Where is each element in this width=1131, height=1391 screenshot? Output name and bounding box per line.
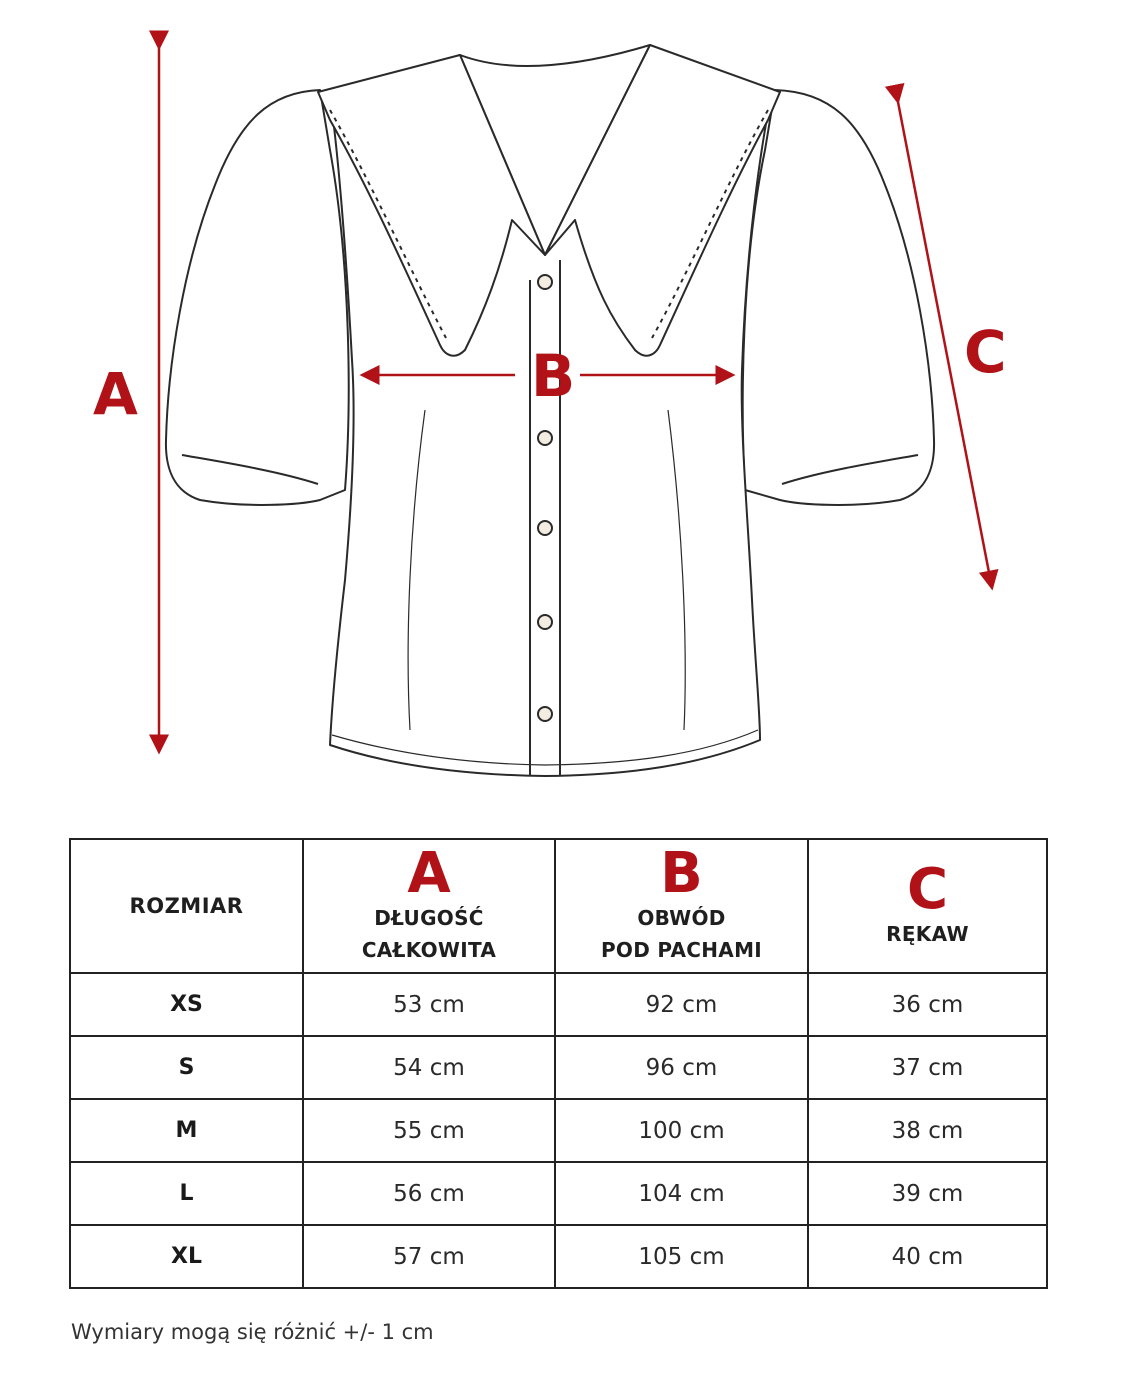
length-cell: 54 cm	[303, 1036, 555, 1099]
header-b-line1: OBWÓD	[637, 906, 726, 930]
left-sleeve	[166, 90, 349, 505]
header-c-line1: RĘKAW	[886, 922, 969, 946]
button-5	[538, 707, 552, 721]
header-b-line2: POD PACHAMI	[600, 938, 763, 962]
chest-cell: 105 cm	[555, 1225, 808, 1288]
sleeve-cell: 38 cm	[808, 1099, 1047, 1162]
length-cell: 55 cm	[303, 1099, 555, 1162]
size-cell: M	[70, 1099, 303, 1162]
neckline	[460, 45, 650, 66]
length-cell: 57 cm	[303, 1225, 555, 1288]
sleeve-cell: 36 cm	[808, 973, 1047, 1036]
sleeve-cell: 37 cm	[808, 1036, 1047, 1099]
table-header-row	[70, 839, 1047, 973]
label-b: B	[531, 342, 576, 410]
measurement-tolerance-note: Wymiary mogą się różnić +/- 1 cm	[71, 1320, 434, 1344]
chest-cell: 92 cm	[555, 973, 808, 1036]
header-size-label: ROZMIAR	[129, 894, 244, 918]
header-b-letter: B	[660, 841, 703, 906]
length-cell: 56 cm	[303, 1162, 555, 1225]
header-c-letter: C	[906, 857, 949, 922]
table-row	[70, 1225, 1047, 1288]
header-size	[70, 839, 303, 973]
size-cell: L	[70, 1162, 303, 1225]
header-a-line1: DŁUGOŚĆ	[374, 906, 484, 930]
chest-cell: 104 cm	[555, 1162, 808, 1225]
length-cell: 53 cm	[303, 973, 555, 1036]
header-col-c	[808, 839, 1047, 973]
sleeve-cell: 40 cm	[808, 1225, 1047, 1288]
table-row	[70, 1036, 1047, 1099]
table-row	[70, 1099, 1047, 1162]
blouse-illustration	[166, 45, 934, 776]
label-c: C	[964, 318, 1007, 386]
header-col-b	[555, 839, 808, 973]
right-sleeve	[743, 90, 934, 505]
table-row	[70, 1162, 1047, 1225]
button-1	[538, 275, 552, 289]
size-chart-table	[69, 838, 1048, 1289]
sleeve-cell: 39 cm	[808, 1162, 1047, 1225]
header-a-letter: A	[407, 841, 451, 906]
button-4	[538, 615, 552, 629]
size-cell: S	[70, 1036, 303, 1099]
chest-cell: 100 cm	[555, 1099, 808, 1162]
label-a: A	[93, 360, 138, 428]
size-cell: XL	[70, 1225, 303, 1288]
chest-cell: 96 cm	[555, 1036, 808, 1099]
header-a-line2: CAŁKOWITA	[361, 938, 497, 962]
button-3	[538, 521, 552, 535]
table-row	[70, 973, 1047, 1036]
size-cell: XS	[70, 973, 303, 1036]
button-2	[538, 431, 552, 445]
header-col-a	[303, 839, 555, 973]
